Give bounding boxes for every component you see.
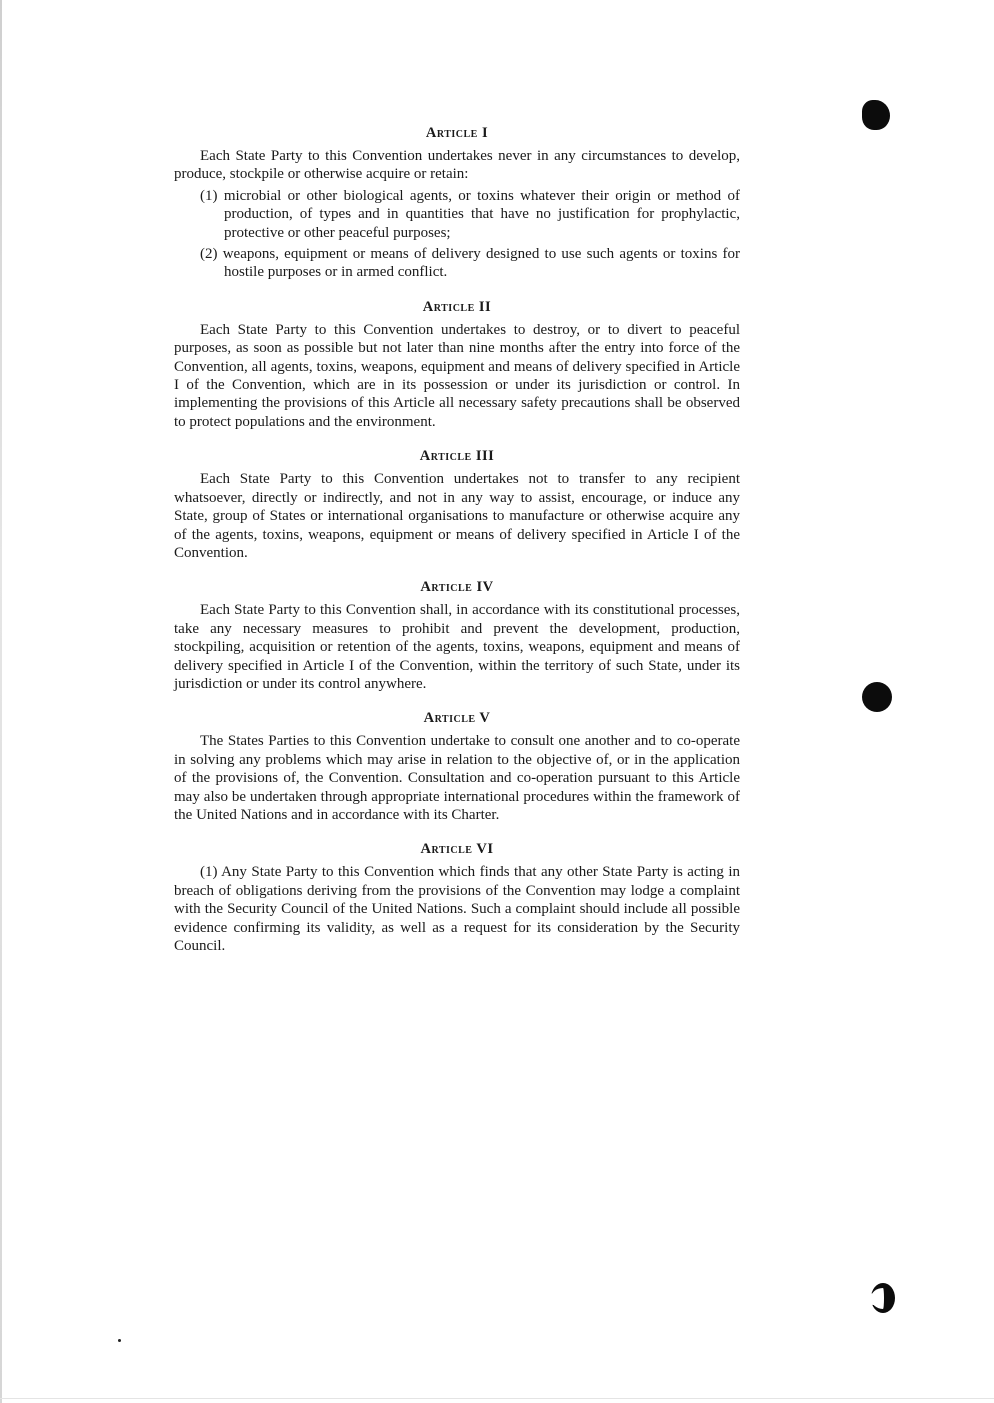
article-paragraph: Each State Party to this Convention shall, in accordance with its constitutional processes, take any necessary measures to prohibit and prevent the development, production, stockpiling, acquisition or retention of the agents, toxins, weapons, equipment and means of delivery specified in Article I of the Convention, within the territory of such State, under its jurisdiction or under its control anywhere. xyxy=(174,602,740,692)
article-heading: Article V xyxy=(423,710,491,727)
list-item: (2) weapons, equipment or means of delivery designed to use such agents or toxins for hostile purposes or in armed conflict. xyxy=(200,246,740,281)
article-5 xyxy=(174,707,740,824)
article-heading: Article VI xyxy=(420,841,494,858)
article-paragraph: The States Parties to this Convention undertake to consult one another and to co-operate in solving any problems which may arise in relation to the objective of, or in the application of the provisions of, the Convention. Consultation and co-operation pursuant to this Article may also be undertaken through appropriate international procedures within the framework of the United Nations and in accordance with its Charter. xyxy=(174,733,740,823)
document-body xyxy=(174,122,740,955)
article-paragraph: Each State Party to this Convention undertakes never in any circumstances to develop, produce, stockpile or otherwise acquire or retain: xyxy=(174,148,740,183)
article-paragraph: (1) Any State Party to this Convention which finds that any other State Party is acting in breach of obligations deriving from the provisions of the Convention may lodge a complaint with the Security Council of the United Nations. Such a complaint should include all possible evidence confirming its validity, as well as a request for its consideration by the Security Council. xyxy=(174,864,740,954)
article-heading: Article II xyxy=(422,298,492,315)
article-paragraph: Each State Party to this Convention undertakes not to transfer to any recipient whatsoever, directly or indirectly, and not in any way to assist, encourage, or induce any State, group of States or international organisations to manufacture or otherwise acquire any of the agents, toxins, weapons, equipment or means of delivery specified in Article I of the Convention. xyxy=(174,471,740,561)
punch-hole-top xyxy=(862,100,890,130)
article-2 xyxy=(174,296,740,431)
article-heading: Article IV xyxy=(420,579,494,596)
punch-hole-middle xyxy=(862,682,892,712)
list-item: (1) microbial or other biological agents, or toxins whatever their origin or method of production, of types and in quantities that have no justification for prophylactic, protective or other peaceful purposes; xyxy=(200,187,740,241)
article-1 xyxy=(174,122,740,282)
scan-bottom-edge xyxy=(0,1398,994,1399)
article-heading: Article I xyxy=(425,125,489,141)
scan-left-edge xyxy=(0,0,2,1403)
article-paragraph: Each State Party to this Convention undertakes to destroy, or to divert to peaceful purposes, as soon as possible but not later than nine months after the entry into force of the Convention, all agents, toxins, weapons, equipment and means of delivery specified in Article I of the Convention, which are in its possession or under its jurisdiction or control. In implementing the provisions of this Article all necessary safety precautions shall be observed to protect populations and the environment. xyxy=(174,321,740,430)
punch-hole-bottom xyxy=(871,1283,895,1313)
article-3 xyxy=(174,445,740,562)
scan-speck xyxy=(118,1339,121,1342)
article-heading: Article III xyxy=(419,448,495,465)
article-4 xyxy=(174,576,740,693)
article-6 xyxy=(174,838,740,955)
